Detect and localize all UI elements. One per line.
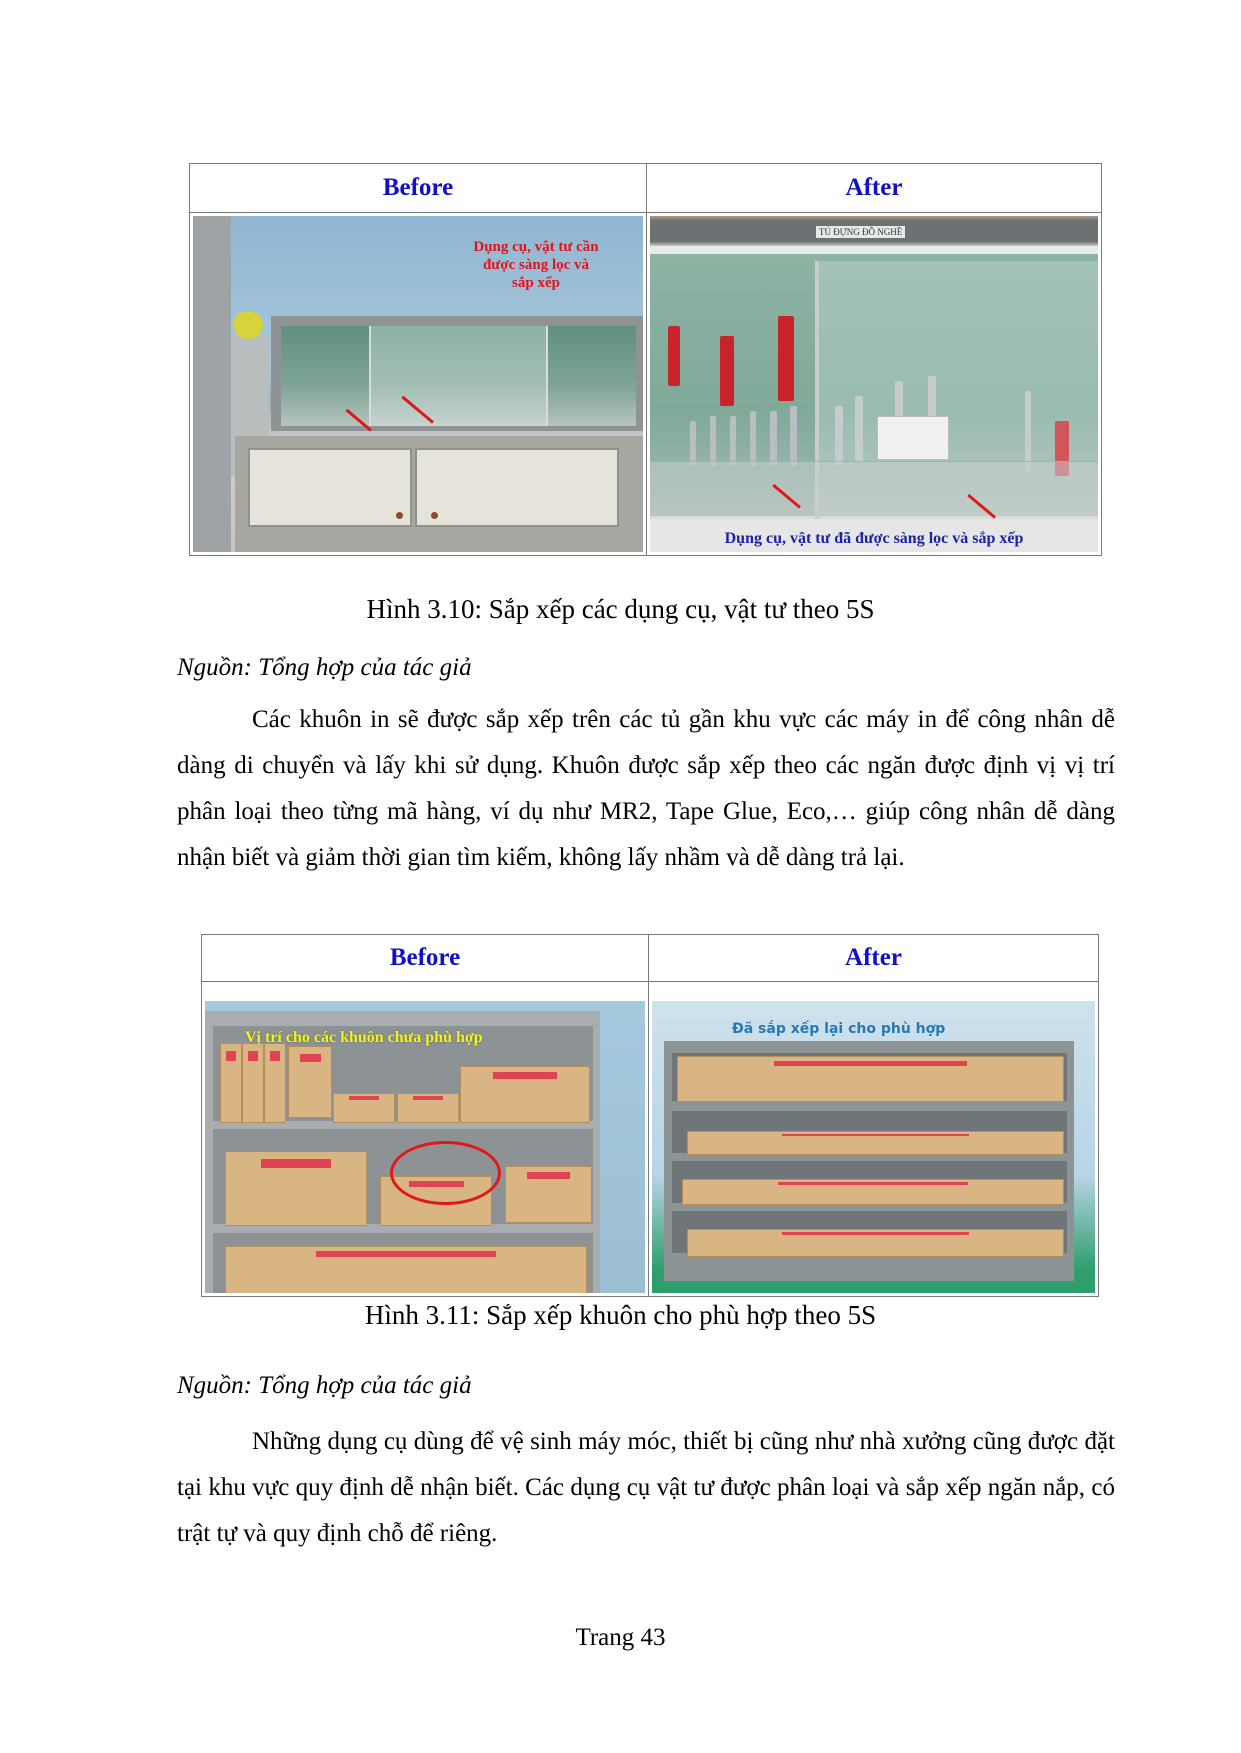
after-tools-photo [650, 216, 1098, 552]
parts-bins [650, 461, 1098, 520]
after-image-cell [649, 982, 1099, 1297]
after-image-cell [647, 213, 1102, 556]
after-overlay-text: Dụng cụ, vật tư đã được sàng lọc và sắp xếp [724, 530, 1024, 547]
before-header: Before [190, 164, 647, 213]
hex-key [668, 326, 680, 386]
highlight-circle [390, 1141, 501, 1205]
figure-3-11-source: Nguồn: Tổng hợp của tác giả [177, 1372, 472, 1399]
figure-3-10-source: Nguồn: Tổng hợp của tác giả [177, 654, 472, 681]
before-image-cell [190, 213, 647, 556]
tool-case [271, 316, 643, 431]
before-overlay-text: Vị trí cho các khuôn chưa phù hợp [245, 1028, 483, 1046]
figure-3-10-caption: Hình 3.10: Sắp xếp các dụng cụ, vật tư theo 5S [366, 594, 875, 624]
figure-3-11-table [201, 934, 1099, 1297]
before-overlay-text: Dụng cụ, vật tư cần được sàng lọc và sắp xếp [473, 239, 599, 291]
usage-sign [877, 416, 949, 460]
pliers [778, 316, 794, 401]
after-molds-photo [652, 1001, 1095, 1293]
paragraph-cleaning-tools: Những dụng cụ dùng để vệ sinh máy móc, thiết bị cũng như nhà xưởng cũng được đặt tại khu vực quy định dễ nhận biết. Các dụng cụ vật tư được phân loại và sắp xếp ngăn nắp, có trật tự và quy định chỗ để riêng. [177, 1428, 1115, 1547]
figure-3-10-table [189, 163, 1102, 556]
before-tools-photo [193, 216, 643, 552]
after-overlay-text: Đã sắp xếp lại cho phù hợp [732, 1020, 946, 1037]
wall-pillar [193, 216, 231, 552]
before-header: Before [202, 935, 649, 982]
figure-3-11-caption: Hình 3.11: Sắp xếp khuôn cho phù hợp theo 5S [364, 1300, 877, 1330]
page-number: Trang 43 [575, 1624, 666, 1651]
cabinet-label: TỦ ĐỰNG ĐỒ NGHỀ [816, 226, 905, 238]
before-image-cell [202, 982, 649, 1297]
paragraph-molds: Các khuôn in sẽ được sắp xếp trên các tủ gần khu vực các máy in để công nhân dễ dàng di chuyển và lấy khi sử dụng. Khuôn được sắp xếp theo các ngăn được định vị vị trí phân loại theo từng mã hàng, ví dụ như MR2, Tape Glue, Eco,… giúp công nhân dễ dàng nhận biết và giảm thời gian tìm kiếm, không lấy nhầm và dễ dàng trả lại. [177, 706, 1115, 871]
after-header: After [647, 164, 1102, 213]
after-header: After [649, 935, 1099, 982]
before-molds-photo [205, 1001, 645, 1293]
cabinet-door-left [248, 448, 412, 527]
pliers [720, 336, 734, 406]
helmet [233, 311, 263, 339]
cabinet-door-right [415, 448, 619, 527]
